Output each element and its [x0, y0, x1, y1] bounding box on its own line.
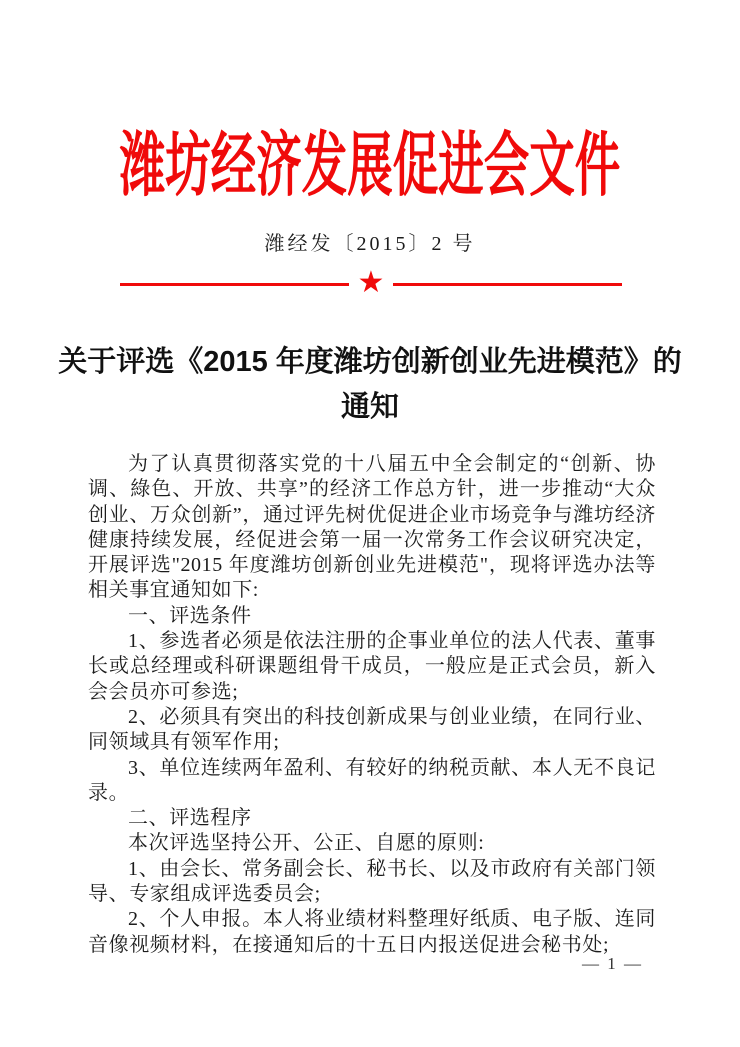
condition-item-3: 3、单位连续两年盈利、有较好的纳税贡献、本人无不良记录。 — [88, 756, 656, 804]
document-title-line2: 通知 — [340, 391, 399, 423]
document-title-line1: 关于评选《2015 年度潍坊创新创业先进模范》的 — [58, 346, 682, 378]
procedure-principle: 本次评选坚持公开、公正、自愿的原则: — [128, 832, 485, 855]
document-title — [40, 340, 700, 430]
page-number: — 1 — — [582, 954, 643, 973]
document-body — [88, 452, 656, 958]
paragraph-intro: 为了认真贯彻落实党的十八届五中全会制定的“创新、协调、綠色、开放、共享”的经济工作总方针，进一步推动“大众创业、万众创新”，通过评先树优促进企业市场竞争与潍坊经济健康持续发展，经促进会第一届一次常务工作会议研究决定，开展评选"2015 年度潍坊创新创业先进模范"，现将评选办法等相关事宜通知如下: — [88, 453, 656, 602]
header-divider — [120, 265, 622, 299]
procedure-item-2: 2、个人申报。本人将业绩材料整理好纸质、电子版、连同音像视频材料，在接通知后的十五日内报送促进会秘书处; — [88, 908, 656, 956]
procedure-item-1: 1、由会长、常务副会长、秘书长、以及市政府有关部门领导、专家组成评选委员会; — [88, 857, 656, 906]
condition-item-2: 2、必须具有突出的科技创新成果与创业业绩，在同行业、同领域具有领军作用; — [88, 705, 656, 754]
divider-rule-left — [120, 283, 349, 286]
condition-item-1: 1、参选者必须是依法注册的企事业单位的法人代表、董事长或总经理或科研课题组骨干成员，一般应是正式会员，新入会会员亦可参选; — [88, 630, 656, 703]
letterhead-org-title: 潍坊经济发展促进会文件 — [119, 126, 621, 204]
divider-rule-right — [393, 283, 622, 286]
section-heading-procedure: 二、评选程序 — [128, 807, 252, 830]
star-icon: ★ — [357, 265, 385, 299]
section-heading-conditions: 一、评选条件 — [128, 604, 252, 627]
document-number: 潍经发〔2015〕2 号 — [264, 233, 476, 255]
